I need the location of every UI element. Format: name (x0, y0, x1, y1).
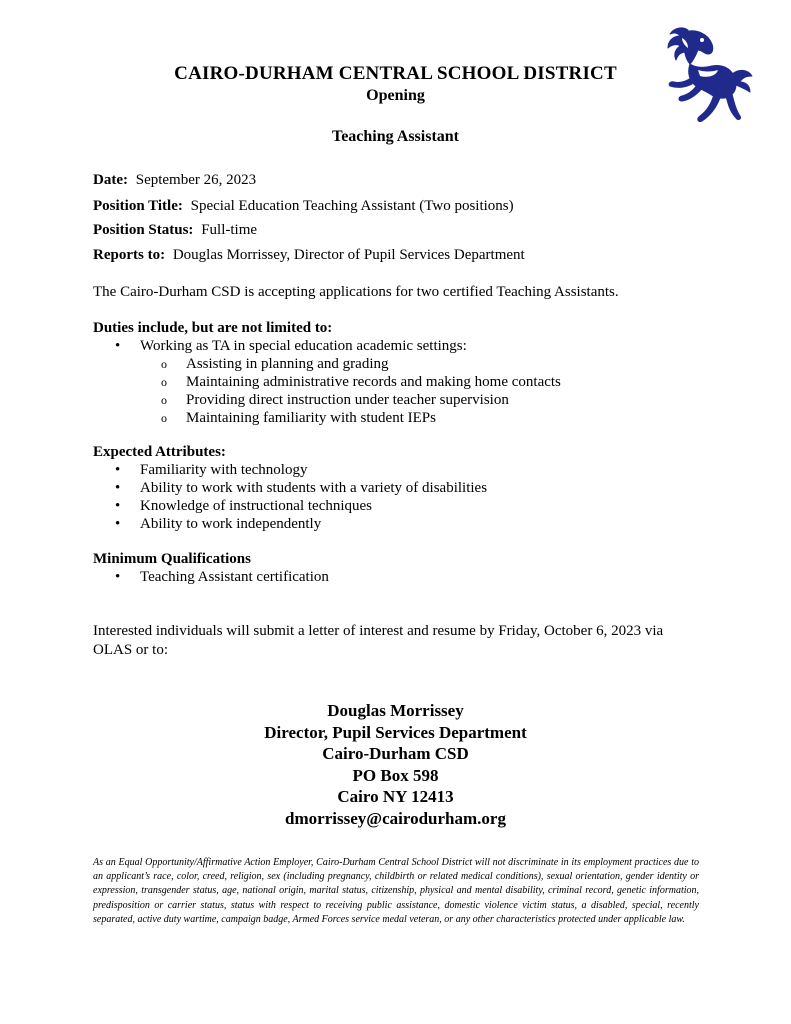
duty-main-text: Working as TA in special education academic settings: (140, 338, 467, 354)
reports-to-value: Douglas Morrissey, Director of Pupil Services Department (172, 247, 525, 263)
eeo-disclaimer: As an Equal Opportunity/Affirmative Action Employer, Cairo-Durham Central School District will not discriminate in its employment practices due to an applicant’s race, color, creed, religion, sex (including pregnancy, childbirth or related medical conditions), sexual orientation, gender identity or expression, transgender status, age, national origin, marital status, citizenship, physical and mental disability, criminal record, genetic information, predisposition or carrier status, status with respect to receiving public assistance, domestic violence victim status, a disabled, special, recently separated, active duty wartime, campaign badge, Armed Forces service medal veteran, or any other characteristics protected under applicable law. (93, 857, 699, 925)
circle-bullet-icon: o (161, 411, 167, 425)
position-status-value: Full-time (201, 222, 258, 238)
contact-role: Director, Pupil Services Department (264, 722, 527, 742)
attribute-text: Ability to work independently (140, 516, 322, 532)
qualification-text: Teaching Assistant certification (140, 569, 329, 585)
qualifications-list (93, 568, 329, 586)
interest-paragraph: Interested individuals will submit a letter of interest and resume by Friday, October 6, 2023 via OLAS or to: (93, 623, 664, 658)
list-item (93, 568, 329, 586)
mustang-logo-icon (660, 24, 754, 126)
list-item (93, 515, 487, 533)
attributes-list (93, 461, 487, 533)
duty-sub-text: Assisting in planning and grading (186, 356, 389, 372)
contact-org: Cairo-Durham CSD (322, 744, 469, 763)
contact-email[interactable]: dmorrissey@cairodurham.org (285, 808, 506, 828)
contact-po-box: PO Box 598 (352, 765, 439, 785)
attribute-text: Knowledge of instructional techniques (140, 498, 373, 514)
duty-sub-text: Maintaining administrative records and making home contacts (186, 374, 561, 390)
contact-name: Douglas Morrissey (327, 701, 464, 720)
sub-list-item (93, 355, 561, 373)
reports-to-field (93, 247, 525, 264)
list-item (93, 461, 487, 479)
date-field (93, 172, 256, 189)
duty-sub-text: Providing direct instruction under teacher supervision (186, 392, 509, 408)
bullet-icon: • (115, 480, 121, 496)
list-item (93, 337, 561, 355)
bullet-icon: • (115, 516, 121, 532)
sub-list-item (93, 373, 561, 391)
attributes-heading: Expected Attributes: (93, 444, 226, 460)
contact-block (0, 700, 791, 829)
intro-paragraph: The Cairo-Durham CSD is accepting applications for two certified Teaching Assistants. (93, 284, 619, 300)
position-status-label: Position Status: (93, 222, 194, 238)
bullet-icon: • (115, 462, 121, 478)
bullet-icon: • (115, 498, 121, 514)
attribute-text: Familiarity with technology (140, 462, 308, 478)
position-status-field (93, 222, 257, 239)
sub-list-item (93, 391, 561, 409)
duties-heading: Duties include, but are not limited to: (93, 320, 333, 336)
district-title: CAIRO-DURHAM CENTRAL SCHOOL DISTRICT (174, 63, 617, 84)
qualifications-heading: Minimum Qualifications (93, 551, 251, 567)
position-heading: Teaching Assistant (332, 128, 459, 145)
circle-bullet-icon: o (161, 375, 167, 389)
opening-label: Opening (366, 87, 425, 104)
position-title-value: Special Education Teaching Assistant (Two positions) (190, 198, 514, 214)
reports-to-label: Reports to: (93, 247, 166, 263)
duty-sub-text: Maintaining familiarity with student IEPs (186, 410, 436, 426)
sub-list-item (93, 409, 561, 427)
list-item (93, 497, 487, 515)
circle-bullet-icon: o (161, 393, 167, 407)
list-item (93, 479, 487, 497)
date-value: September 26, 2023 (135, 172, 257, 188)
position-title-field (93, 198, 514, 215)
bullet-icon: • (115, 569, 121, 585)
attribute-text: Ability to work with students with a variety of disabilities (140, 480, 488, 496)
duties-list (93, 337, 561, 427)
date-label: Date: (93, 172, 128, 188)
contact-city: Cairo NY 12413 (337, 787, 454, 806)
bullet-icon: • (115, 338, 121, 354)
circle-bullet-icon: o (161, 357, 167, 371)
position-title-label: Position Title: (93, 198, 183, 214)
